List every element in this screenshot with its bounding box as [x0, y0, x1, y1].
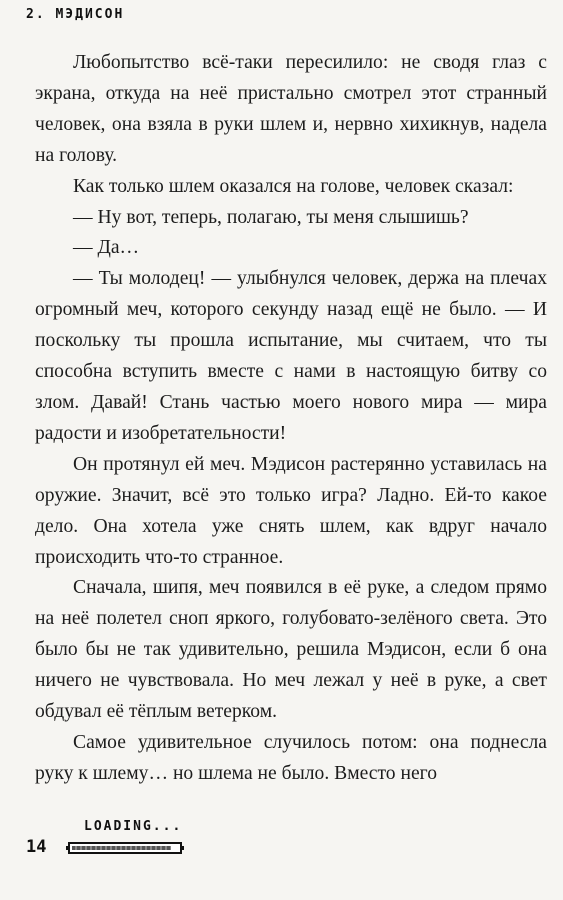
paragraph: — Ты молодец! — улыбнулся человек, держа на плечах огромный меч, которого секунду назад ещё не было. — И поскольку ты прошла испытание, мы считаем, что ты способна вступить вместе с нами в настоящую битву со злом. Давай! Стань частью моего нового мира — мира радости и изобретательности!	[35, 268, 547, 444]
running-head: 2. МЭДИСОН	[26, 7, 125, 22]
loading-bar-fill	[72, 846, 171, 850]
paragraph: Он протянул ей меч. Мэдисон растерянно уставилась на оружие. Значит, всё это только игра? Ладно. Ей-то какое дело. Она хотела уже снять шлем, как вдруг начало происходить что-то странное.	[35, 453, 547, 568]
paragraph: Самое удивительное случилось потом: она поднесла руку к шлему… но шлема не было. Вместо него	[35, 731, 547, 784]
loading-bar	[68, 842, 182, 854]
paragraph: — Да…	[73, 237, 140, 259]
loading-label: LOADING...	[84, 819, 183, 834]
paragraph: Сначала, шипя, меч появился в её руке, а следом прямо на неё полетел сноп яркого, голубовато-зелёного света. Это было бы не так удивительно, решила Мэдисон, если б она ничего не чувствовала. Но меч лежал у неё в руке, а свет обдувал её тёплым ветерком.	[35, 577, 547, 723]
paragraph: Как только шлем оказался на голове, человек сказал:	[73, 175, 514, 197]
paragraph: Любопытство всё-таки пересилило: не сводя глаз с экрана, откуда на неё пристально смотрел этот странный человек, она взяла в руки шлем и, нервно хихикнув, надела на голову.	[35, 52, 547, 166]
body-text	[35, 48, 547, 790]
page-footer	[0, 815, 563, 875]
page-number: 14	[26, 837, 47, 857]
paragraph: — Ну вот, теперь, полагаю, ты меня слышишь?	[73, 206, 469, 228]
